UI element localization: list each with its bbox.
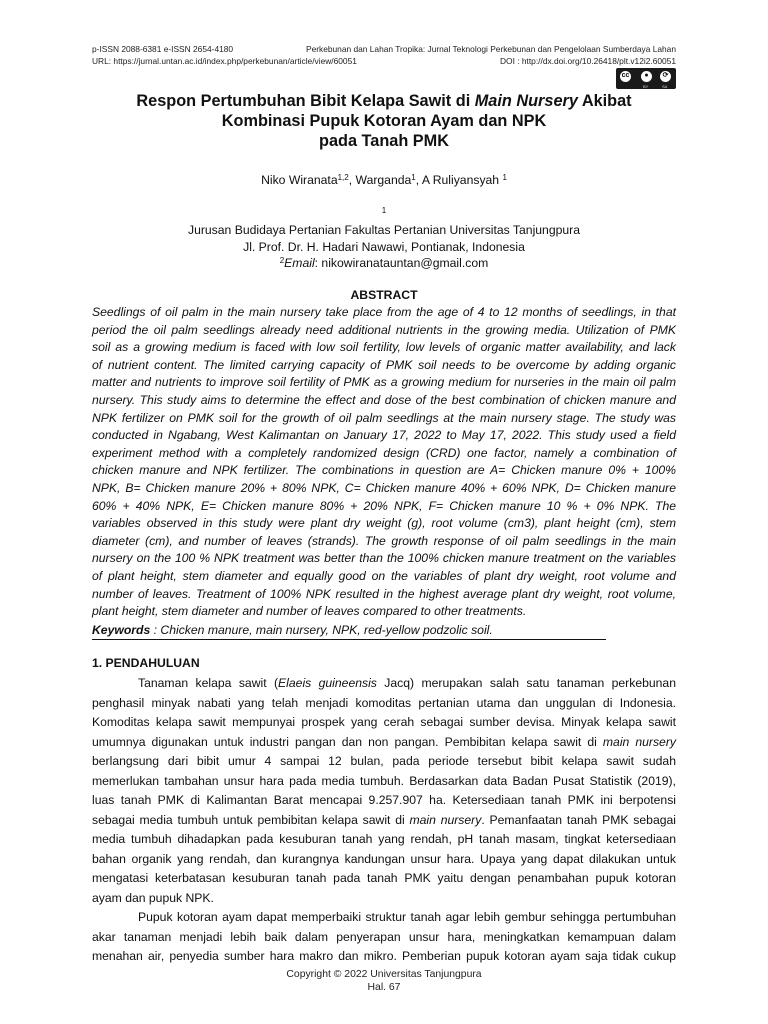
body-line: akar tanaman menjadi lebih baik dalam penyerapan unsur hara, meningkatkan kemampuan dalam bbox=[92, 929, 676, 944]
keywords bbox=[92, 623, 493, 637]
abstract-line: experiment method with a completely randomized design (CRD) one factor, namely a combination of bbox=[92, 445, 676, 460]
body-line: sebagai media tumbuh untuk pembibitan kelapa sawit di main nursery. Pemanfaatan tanah PMK sebagai bbox=[92, 812, 676, 827]
journal-name: Perkebunan dan Lahan Tropika: Jurnal Teknologi Perkebunan dan Pengelolaan Sumberdaya Lahan bbox=[305, 44, 676, 54]
abstract-body bbox=[92, 304, 676, 621]
abstract-line: period the oil palm seedlings already need additional nutrients in the growing media. Utilization of PMK bbox=[92, 322, 676, 337]
article-url[interactable]: URL: https://jurnal.untan.ac.id/index.php/perkebunan/article/view/60051 bbox=[92, 56, 357, 66]
page-number: Hal. 67 bbox=[367, 982, 401, 993]
author-name: Warganda bbox=[355, 173, 412, 187]
title-line-1: Respon Pertumbuhan Bibit Kelapa Sawit di Main Nursery Akibat bbox=[136, 92, 632, 110]
body-line: berlangsung dari bibit umur 4 sampai 12 bulan, pada periode tersebut bibit kelapa sawit sudah bbox=[92, 754, 676, 768]
abstract-line: variables observed in this study were plant dry weight (g), root volume (cm3), plant height (cm), stem bbox=[92, 516, 676, 531]
paper-title bbox=[92, 91, 676, 151]
body-line: memerlukan tambahan unsur hara pada media tumbuh. Berdasarkan data Badan Pusat Statistik (2019), bbox=[92, 773, 676, 788]
affiliation-line-2: Jl. Prof. Dr. H. Hadari Nawawi, Pontianak, Indonesia bbox=[243, 240, 525, 254]
author-name: Niko Wiranata bbox=[261, 173, 338, 187]
section-heading: 1. PENDAHULUAN bbox=[92, 656, 200, 670]
abstract-line: NPK fertilizer on PMK soil for the growth of oil palm seedlings at the main nursery stage. The study was bbox=[92, 410, 676, 425]
issn-text: p-ISSN 2088-6381 e-ISSN 2654-4180 bbox=[92, 44, 234, 54]
affiliation bbox=[92, 205, 676, 256]
copyright-text: Copyright © 2022 Universitas Tanjungpura bbox=[286, 969, 482, 980]
title-line-2: Kombinasi Pupuk Kotoran Ayam dan NPK bbox=[221, 112, 547, 130]
abstract-line: matter and nutrients to improve soil fertility of PMK as a growing medium for nurseries in the main oil palm bbox=[92, 375, 676, 390]
title-line-3: pada Tanah PMK bbox=[319, 132, 449, 150]
cc-icon: cc bbox=[619, 70, 632, 83]
keywords-rule bbox=[92, 639, 606, 640]
abstract-line: diameter (cm), and number of leaves (strands). The growth response of oil palm seedlings in the main bbox=[92, 533, 676, 548]
affiliation-line-1: $^1$ Jurusan Budidaya Pertanian Fakultas Pertanian Universitas Tanjungpura bbox=[187, 206, 581, 237]
cc-license-badge[interactable] bbox=[616, 68, 676, 89]
body-line: menahan air, penyedia sumber hara makro dan mikro. Pemberian pupuk kotoran ayam saja tidak cukup bbox=[92, 949, 676, 963]
author-name: A Ruliyansyah bbox=[421, 173, 503, 187]
attribution-icon: ● bbox=[640, 70, 653, 83]
by-label: BY bbox=[643, 84, 649, 89]
abstract-line: of plant height, stem diameter and equally good on the variables of plant dry weight, root volume and bbox=[92, 568, 676, 583]
abstract-line: nursery. This study aims to determine the effect and dose of the best combination of chicken manure and bbox=[92, 392, 676, 407]
abstract-line: number of leaves. Treatment of 100% NPK resulted in the highest average plant dry weight, root volume, bbox=[92, 586, 676, 601]
corresponding-email[interactable]: $^2$Email: nikowiranatauntan@gmail.com bbox=[279, 256, 489, 270]
body-line: mengatasi keterbatasan kesuburan tanah pada tanah PMK yaitu dengan penambahan pupuk kotoran bbox=[92, 871, 676, 885]
abstract-line: chicken manure and NPK fertilizer. The combinations in question are A= Chicken manure 0% + 100% bbox=[92, 463, 676, 478]
keywords-value: : Chicken manure, main nursery, NPK, red-yellow podzolic soil. bbox=[150, 623, 493, 637]
body-line: umumnya digunakan untuk industri pangan dan non pangan. Pembibitan kelapa sawit di main nursery bbox=[92, 734, 676, 749]
body-line: Tanaman kelapa sawit (Elaeis guineensis Jacq) merupakan salah satu tanaman perkebunan bbox=[138, 676, 676, 690]
body-line: ayam dan pupuk NPK. bbox=[92, 890, 214, 905]
doi-link[interactable]: DOI : http://dx.doi.org/10.26418/plt.v12i2.60051 bbox=[500, 56, 676, 66]
abstract-line: nursery on the 100 % NPK treatment was better than the 100% chicken manure treatment on the variables bbox=[92, 551, 676, 566]
body-line: bahan organik yang rendah, dan kurangnya kandungan unsur hara. Upaya yang dapat dilakukan untuk bbox=[92, 851, 676, 866]
abstract-line: plant height, stem diameter and number of leaves compared to other treatments. bbox=[92, 604, 527, 619]
body-line: Pupuk kotoran ayam dapat memperbaiki struktur tanah agar lebih gembur sehingga pertumbuhan bbox=[138, 910, 676, 924]
body-line: Komoditas kelapa sawit mempunyai prospek yang cerah sebagai sumber devisa. Minyak kelapa sawit bbox=[92, 715, 676, 729]
sa-label: SA bbox=[662, 84, 668, 89]
body-text bbox=[92, 674, 676, 967]
abstract-heading: ABSTRACT bbox=[350, 288, 418, 302]
abstract-line: of nutrient content. The limited carrying capacity of PMK soil needs to be overcome by adding organic bbox=[92, 357, 676, 372]
keywords-label: Keywords bbox=[92, 623, 151, 637]
body-line: luas tanah PMK di Kalimantan Barat mencapai 9.257.907 ha. Ketersediaan tanah PMK ini berpotensi bbox=[92, 793, 676, 807]
share-alike-icon: ⟳ bbox=[659, 70, 672, 83]
body-line: penghasil minyak nabati yang telah menjadi komoditas pertanian utama dan unggulan di Indonesia. bbox=[92, 695, 676, 710]
body-line: media tumbuh dihadapkan pada kesuburan tanah yang rendah, pH tanah masam, tingkat ketersediaan bbox=[92, 832, 676, 846]
abstract-line: NPK, B= Chicken manure 20% + 80% NPK, C= Chicken manure 40% + 60% NPK, D= Chicken manure bbox=[92, 480, 676, 495]
abstract-line: soil as a growing medium is faced with low soil fertility, low levels of organic matter availability, and lack bbox=[92, 340, 676, 355]
page-footer bbox=[0, 968, 768, 994]
abstract-line: 60% + 40% NPK, E= Chicken manure 80% + 20% NPK, F= Chicken manure 10 % + 0% NPK. The bbox=[92, 498, 676, 513]
abstract-line: conducted in Ngabang, West Kalimantan on January 17, 2022 to May 17, 2022. This study used a field bbox=[92, 428, 676, 443]
author-list: Niko Wiranata$^{1,2}$, Warganda$^1$, A Ruliyansyah $^1$ bbox=[261, 173, 507, 187]
abstract-line: Seedlings of oil palm in the main nursery take place from the age of 4 to 12 months of seedlings, in that bbox=[92, 305, 676, 319]
